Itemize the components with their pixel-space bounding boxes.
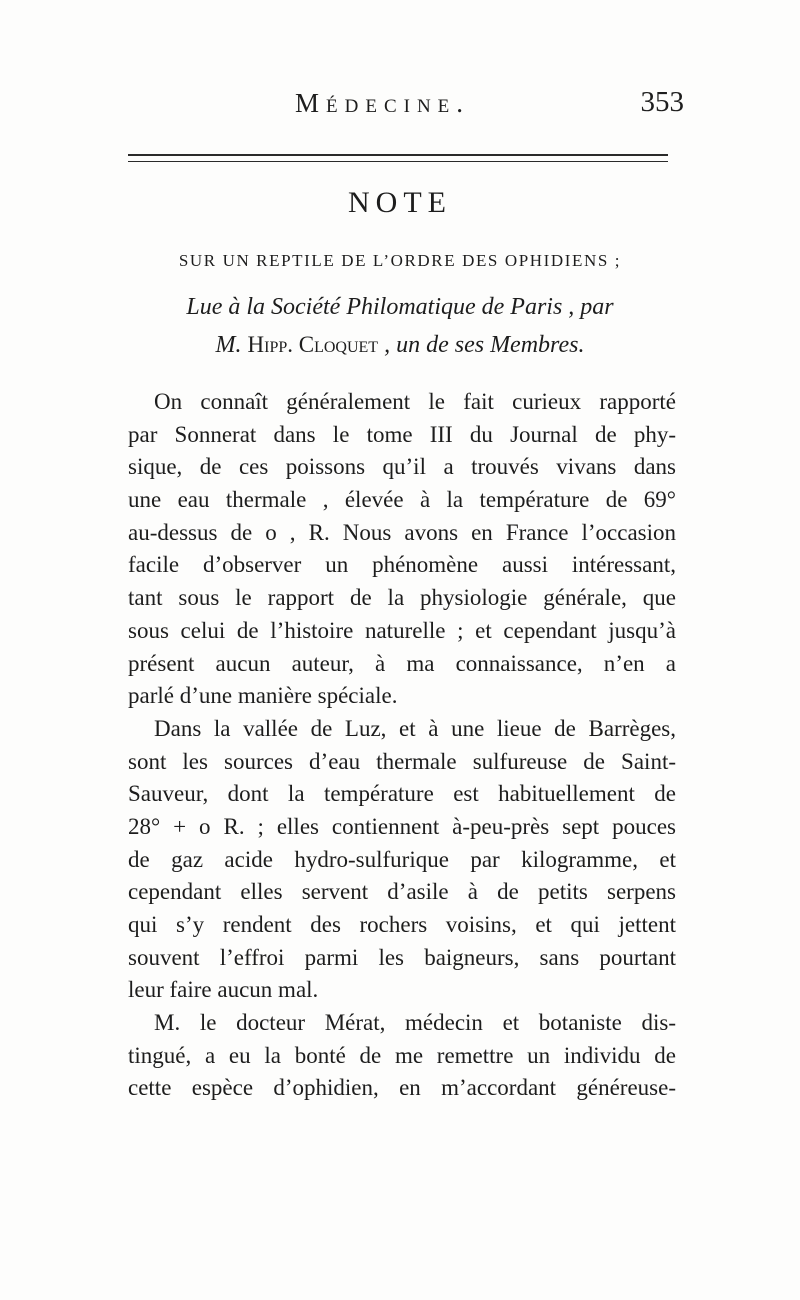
text-line: cependant elles servent d’asile à de petits serpens: [128, 879, 676, 905]
text-line: de gaz acide hydro-sulfurique par kilogramme, et: [128, 846, 676, 872]
byline-prefix: M.: [215, 332, 242, 358]
article-title: NOTE: [348, 186, 452, 219]
text-line: cette espèce d’ophidien, en m’accordant généreuse-: [128, 1075, 676, 1101]
text-line: parlé d’une manière spéciale.: [128, 683, 398, 709]
text-line: au-dessus de o , R. Nous avons en France l’occasion: [128, 519, 676, 545]
text-line: M. le docteur Mérat, médecin et botaniste dis-: [154, 1010, 676, 1036]
text-line: tingué, a eu la bonté de me remettre un individu de: [128, 1042, 676, 1068]
text-line: par Sonnerat dans le tome III du Journal de phy-: [128, 421, 676, 447]
text-line: sous celui de l’histoire naturelle ; et cependant jusqu’à: [128, 617, 676, 643]
text-line: leur faire aucun mal.: [128, 977, 319, 1003]
text-line: facile d’observer un phénomène aussi intéressant,: [128, 552, 676, 578]
running-head: [130, 88, 690, 128]
header-rule: [128, 154, 668, 162]
text-line: Dans la vallée de Luz, et à une lieue de Barrèges,: [154, 715, 676, 741]
text-line: tant sous le rapport de la physiologie générale, que: [128, 585, 676, 611]
running-title: Médecine.: [295, 88, 471, 118]
text-line: qui s’y rendent des rochers voisins, et qui jettent: [128, 912, 676, 937]
text-line: souvent l’effroi parmi les baigneurs, sans pourtant: [128, 944, 676, 970]
text-line: sique, de ces poissons qu’il a trouvés vivans dans: [128, 454, 676, 480]
text-line: une eau thermale , élevée à la température de 69°: [128, 487, 676, 513]
text-line: 28° + o R. ; elles contiennent à-peu-près sept pouces: [128, 813, 676, 839]
text-line: On connaît généralement le fait curieux rapporté: [154, 389, 676, 414]
byline-suffix: , un de ses Membres.: [384, 332, 585, 358]
page-number: 353: [640, 86, 684, 118]
text-line: présent aucun auteur, à ma connaissance, n’en a: [128, 650, 676, 676]
text-line: sont les sources d’eau thermale sulfureuse de Saint-: [128, 748, 676, 774]
author-name: Hipp. Cloquet: [247, 332, 379, 357]
body-text: [128, 386, 676, 1105]
byline-line-2: [0, 332, 800, 359]
article-subtitle: SUR UN REPTILE DE L’ORDRE DES OPHIDIENS ;: [178, 251, 622, 270]
byline-line-1: Lue à la Société Philomatique de Paris , par: [186, 294, 614, 320]
text-line: Sauveur, dont la température est habituellement de: [128, 781, 676, 807]
